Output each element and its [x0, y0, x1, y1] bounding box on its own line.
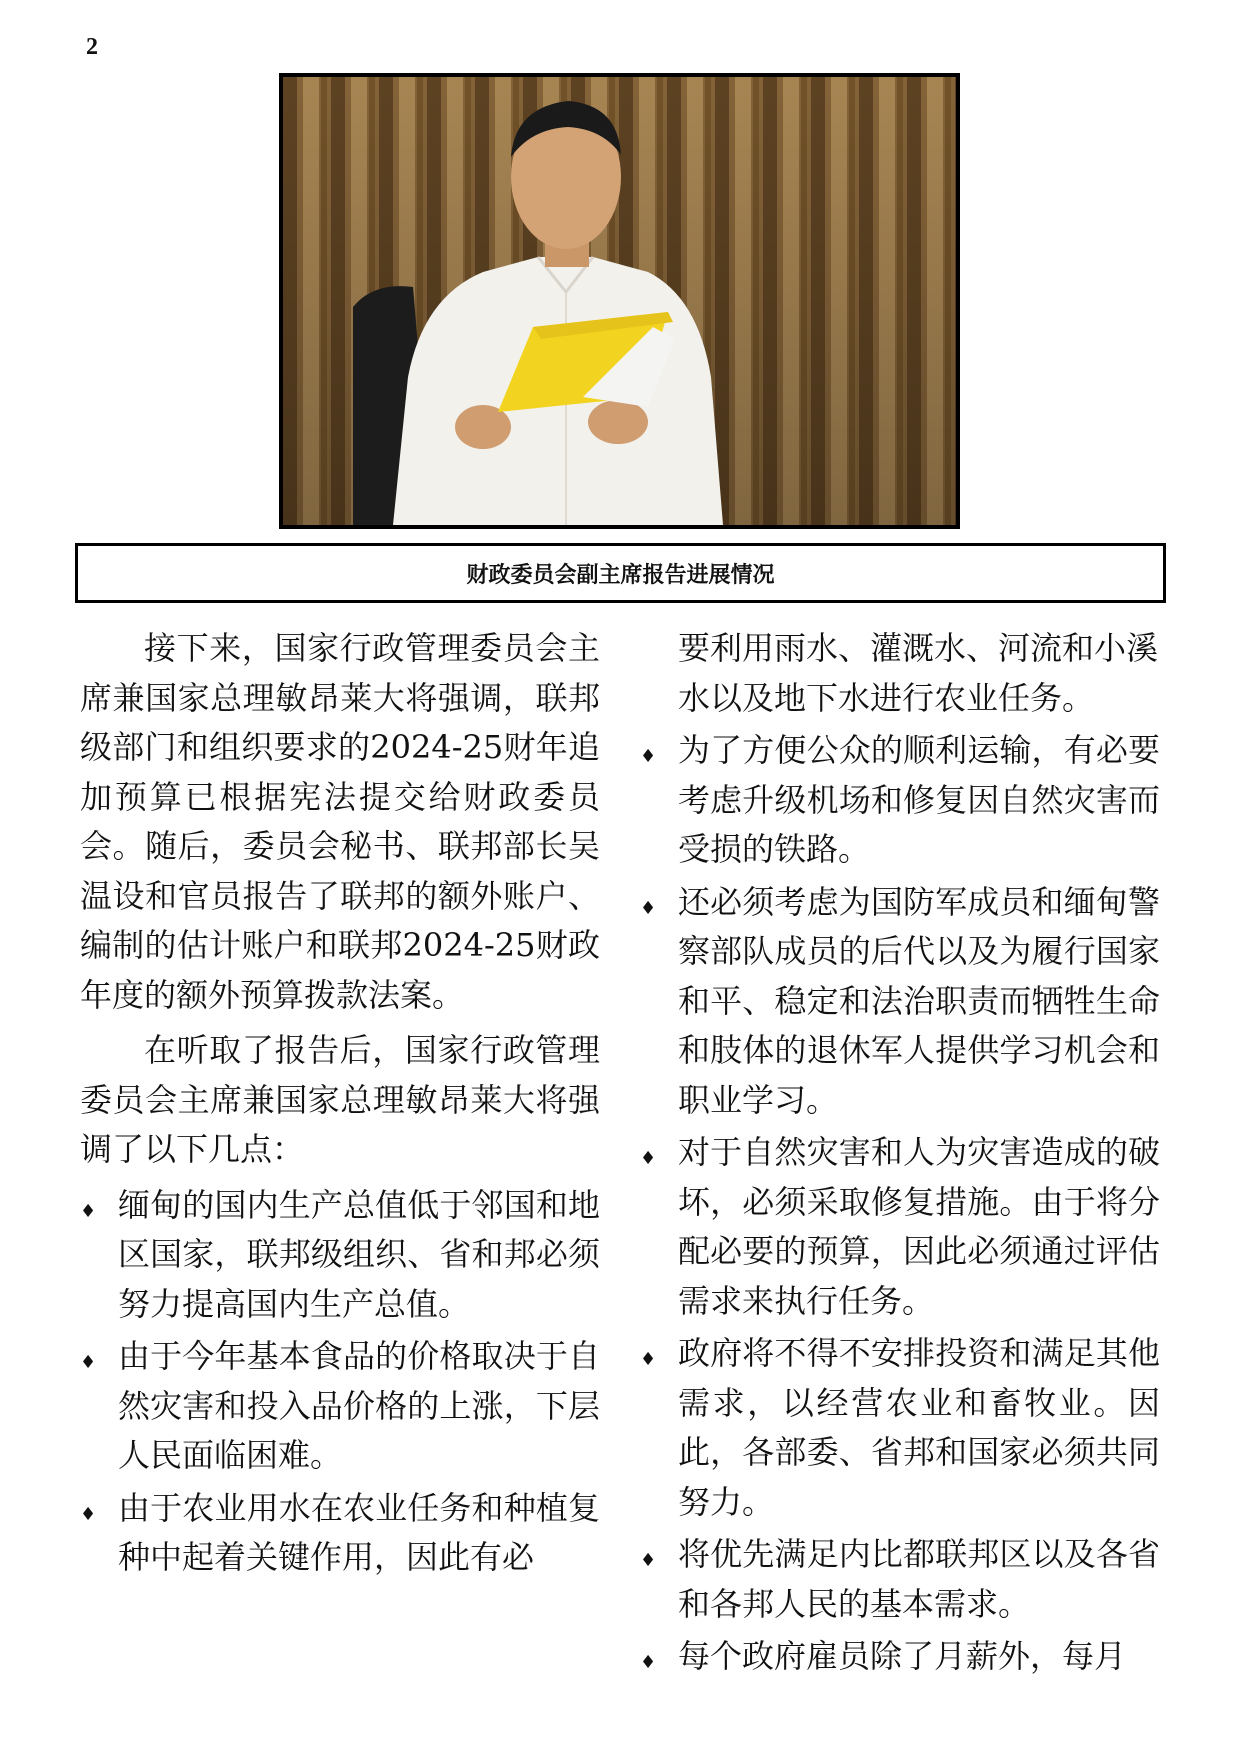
list-item-text: 将优先满足内比都联邦区以及各省和各邦人民的基本需求。: [678, 1535, 1160, 1623]
paragraph-points-lead: 在听取了报告后，国家行政管理委员会主席兼国家总理敏昂莱大将强调了以下几点：: [80, 1031, 600, 1168]
news-photo: [279, 73, 960, 529]
list-item-text: 每个政府雇员除了月薪外，每月: [678, 1637, 1127, 1675]
diamond-bullet-icon: ♦: [80, 1503, 97, 1525]
list-item: [80, 1332, 600, 1481]
left-column: [80, 624, 600, 1586]
list-item-text: 为了方便公众的顺利运输，有必要考虑升级机场和修复因自然灾害而受损的铁路。: [678, 731, 1160, 868]
list-item-text: 由于农业用水在农业任务和种植复种中起着关键作用，因此有必: [118, 1488, 600, 1576]
list-item: [640, 1632, 1160, 1682]
points-list-left: [80, 1181, 600, 1583]
diamond-bullet-icon: ♦: [640, 897, 657, 919]
diamond-bullet-icon: ♦: [640, 1349, 657, 1370]
list-item-text: 缅甸的国内生产总值低于邻国和地区国家，联邦级组织、省和邦必须努力提高国内生产总值。: [118, 1185, 600, 1323]
page-number: 2: [86, 34, 98, 60]
list-item: [80, 1181, 600, 1330]
list-item: [640, 1530, 1160, 1629]
right-column: [640, 624, 1160, 1685]
list-item-text: 由于今年基本食品的价格取决于自然灾害和投入品价格的上涨，下层人民面临困难。: [118, 1337, 600, 1474]
points-list-right: [640, 726, 1160, 1682]
list-item: [640, 1329, 1160, 1527]
caption-text: 财政委员会副主席报告进展情况: [466, 562, 775, 588]
diamond-bullet-icon: ♦: [640, 1550, 657, 1571]
diamond-bullet-icon: ♦: [640, 746, 657, 767]
speaker-photo-illustration: [283, 77, 956, 525]
paragraph-intro: 接下来，国家行政管理委员会主席兼国家总理敏昂莱大将强调，联邦级部门和组织要求的2024-25财年追加预算已根据宪法提交给财政委员会。随后，委员会秘书、联邦部长吴温设和官员报告了联邦的额外账户、编制的估计账户和联邦2024-25财政年度的额外预算拨款法案。: [80, 629, 600, 1014]
photo-caption: [75, 543, 1166, 603]
diamond-bullet-icon: ♦: [80, 1200, 97, 1222]
list-item-text: 政府将不得不安排投资和满足其他需求，以经营农业和畜牧业。因此，各部委、省邦和国家必须共同努力。: [678, 1334, 1160, 1521]
list-item-text: 对于自然灾害和人为灾害造成的破坏，必须采取修复措施。由于将分配必要的预算，因此必须通过评估需求来执行任务。: [678, 1133, 1160, 1320]
list-item: [640, 1128, 1160, 1326]
list-item: [640, 726, 1160, 875]
diamond-bullet-icon: ♦: [640, 1652, 657, 1673]
list-item: [640, 878, 1160, 1126]
list-item: [80, 1484, 600, 1583]
list-item-text: 还必须考虑为国防军成员和缅甸警察部队成员的后代以及为履行国家和平、稳定和法治职责而牺牲生命和肢体的退休军人提供学习机会和职业学习。: [678, 882, 1160, 1119]
diamond-bullet-icon: ♦: [80, 1352, 97, 1373]
list-item-continuation: 要利用雨水、灌溉水、河流和小溪水以及地下水进行农业任务。: [678, 629, 1159, 717]
diamond-bullet-icon: ♦: [640, 1148, 657, 1169]
